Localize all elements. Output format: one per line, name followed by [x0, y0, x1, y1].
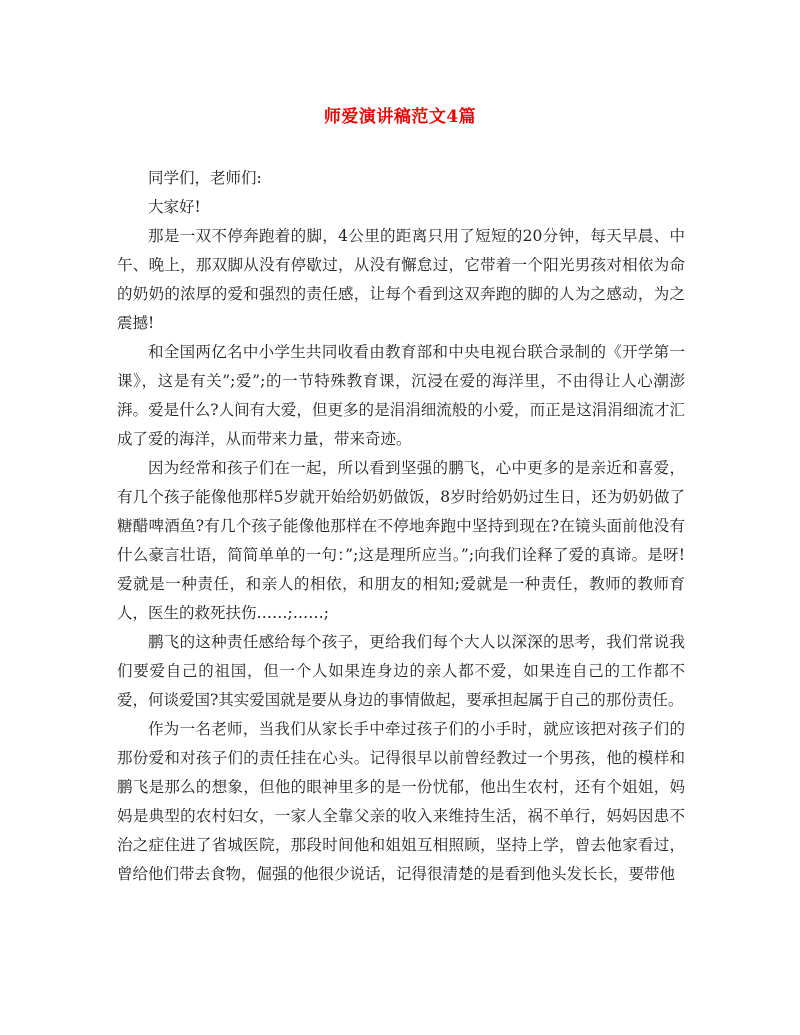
paragraph-salutation: 同学们，老师们: — [148, 169, 262, 187]
paragraph: 因为经常和孩子们在一起，所以看到坚强的鹏飞，心中更多的是亲近和喜爱，有几个孩子能像他那样5岁就开始给奶奶做饭，8岁时给奶奶过生日，还为奶奶做了糖醋啤酒鱼?有几个孩子能像他那样在不停地奔跑中坚持到现在?在镜头面前他没有什么豪言壮语，简简单单的一句：”;这是理所应当。”;向我们诠释了爱的真谛。是呀!爱就是一种责任，和亲人的相依，和朋友的相知;爱就是一种责任，教师的教师育人，医生的救死扶伤……;……; — [117, 459, 685, 622]
paragraph: 作为一名老师，当我们从家长手中牵过孩子们的小手时，就应该把对孩子们的那份爱和对孩子们的责任挂在心头。记得很早以前曾经教过一个男孩，他的模样和鹏飞是那么的想象，但他的眼神里多的是一份忧郁，他出生农村，还有个姐姐，妈妈是典型的农村妇女，一家人全靠父亲的收入来维持生活，祸不单行，妈妈因患不治之症住进了省城医院，那段时间他和姐姐互相照顾，坚持上学，曾去他家看过，曾给他们带去食物，倔强的他很少说话，记得很清楚的是看到他头发长长，要带他 — [117, 720, 685, 883]
document-body — [117, 164, 685, 889]
paragraph-greeting: 大家好! — [148, 198, 201, 216]
paragraph: 鹏飞的这种责任感给每个孩子，更给我们每个大人以深深的思考，我们常说我们要爱自己的祖国，但一个人如果连身边的亲人都不爱，如果连自己的工作都不爱，何谈爱国?其实爱国就是要从身边的事情做起，要承担起属于自己的那份责任。 — [117, 633, 685, 709]
document-title: 师爱演讲稿范文4篇 — [323, 107, 477, 127]
paragraph: 那是一双不停奔跑着的脚，4公里的距离只用了短短的20分钟，每天早晨、中午、晚上，那双脚从没有停歇过，从没有懈怠过，它带着一个阳光男孩对相依为命的奶奶的浓厚的爱和强烈的责任感，让每个看到这双奔跑的脚的人为之感动，为之震撼! — [117, 227, 685, 332]
paragraph: 和全国两亿名中小学生共同收看由教育部和中央电视台联合录制的《开学第一课》，这是有关”;爱”;的一节特殊教育课，沉浸在爱的海洋里，不由得让人心潮澎湃。爱是什么?人间有大爱，但更多的是涓涓细流般的小爱，而正是这涓涓细流才汇成了爱的海洋，从而带来力量，带来奇迹。 — [117, 343, 685, 448]
